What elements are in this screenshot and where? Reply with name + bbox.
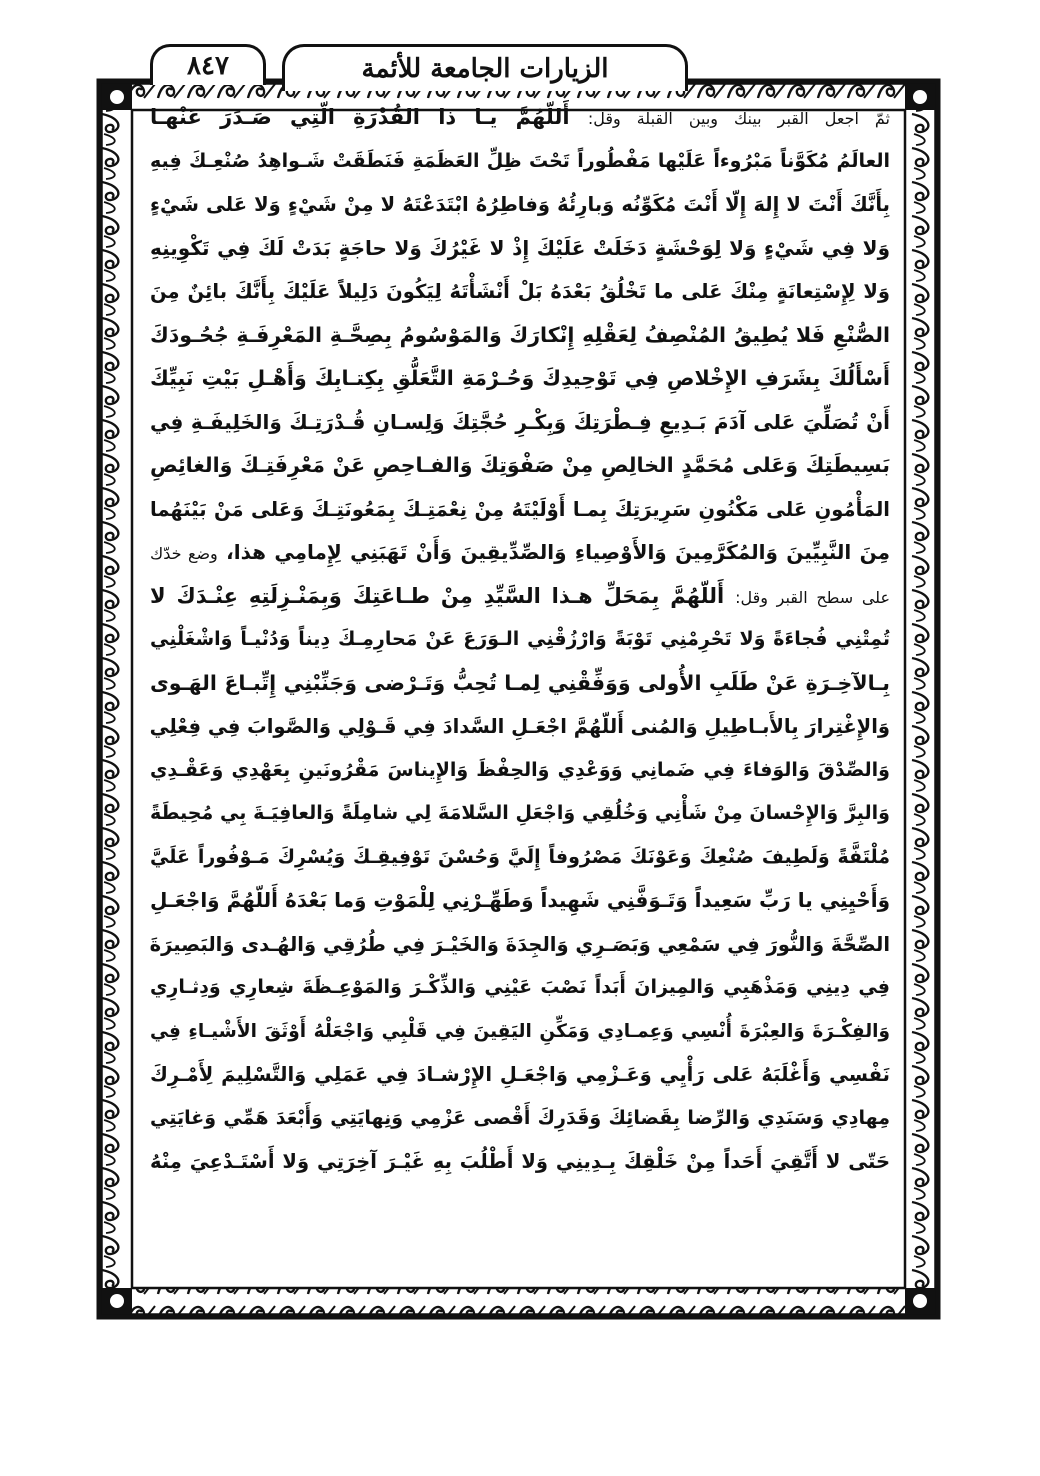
text-line — [150, 966, 890, 1010]
text-line — [150, 1140, 890, 1184]
text-line — [150, 1097, 890, 1141]
prayer-text: أَللّهُمَّ بِمَحَلِّ هـذا السَّيِّدِ مِنْ طـاعَتِكَ وَبِمَنْـزِلَتِهِ عِنْـدَكَ لا — [150, 583, 725, 608]
text-line — [150, 357, 890, 401]
prayer-text: فِي دِينِي وَمَذْهَبِي وَالمِيزانَ أَبَداً نَصْبَ عَيْنِي وَالذِّكْـرَ وَالمَوْعِـظَةَ شِعارِي وَدِثـارِي — [150, 976, 890, 998]
prayer-text: الصُّنْعِ فَلا يُطِيقُ المُنْصِفُ لِعَقْلِهِ إِنْكارَكَ وَالمَوْسُومُ بِصِحَّـةِ المَعْرِفَـةِ جُحُـودَكَ — [150, 322, 890, 347]
text-line — [150, 705, 890, 749]
prayer-text: مِنَ النَّبِيِّينَ وَالمُكَرَّمِينَ وَالأَوْصِياءِ وَالصِّدِّيقِينَ وَأَنْ تَهَبَنِي لِإِمامِي هذا، — [226, 540, 890, 564]
text-line — [150, 923, 890, 967]
text-line — [150, 1184, 890, 1228]
text-line — [150, 662, 890, 706]
instruction-note: وضع خدّك — [150, 544, 218, 563]
text-line — [150, 531, 890, 575]
prayer-text: وَأَحْيِنِي يا رَبِّ سَعِيداً وَتَـوَفَّنِي شَهِيداً وَطَهِّـرْنِي لِلْمَوْتِ وَما بَعْدَهُ أَللّهُمَّ وَاجْعَـلِ — [150, 888, 890, 912]
text-line — [150, 270, 890, 314]
text-line — [150, 749, 890, 793]
main-text — [150, 96, 890, 1286]
text-line — [150, 96, 890, 140]
prayer-text: وَالإِغْتِرارَ بِالأَبـاطِيلِ وَالمُنى أَللّهُمَّ اجْعَـلِ السَّدادَ فِي قَـوْلِي وَالصَّوابَ فِي فِعْلِي — [150, 715, 890, 738]
prayer-text: الصِّحَّةَ وَالنُّورَ فِي سَمْعِي وَبَصَـرِي وَالجِدَةَ وَالخَيْـرَ فِي طُرُقِي وَالهُـدى وَالبَصِيرَةَ — [150, 932, 890, 956]
prayer-text: مِهادِي وَسَنَدِي وَالرِّضا بِقَضائِكَ وَقَدَرِكَ أَقْصى عَزْمِي وَنِهايَتِي وَأَبْعَدَ هَمِّي وَغايَتِي — [150, 1106, 890, 1129]
text-line — [150, 444, 890, 488]
text-line — [150, 836, 890, 880]
prayer-text: تُمِتْنِي فُجاءَةً وَلا تَحْرِمْنِي تَوْبَةً وَارْزُقْنِي الـوَرَعَ عَنْ مَحارِمِـكَ دِيناً وَدُنْيـاً وَاشْغَلْنِي — [150, 628, 890, 650]
prayer-text: مُلْتَفَّةً وَلَطِيفَ صُنْعِكَ وَعَوْنَكَ مَصْرُوفاً إِلَيَّ وَحُسْنَ تَوْفِيقِـكَ وَيُسْرِكَ مَـوْفُوراً عَلَيَّ — [150, 845, 890, 868]
instruction-note: على سطح القبر وقل: — [735, 587, 890, 607]
text-line — [150, 227, 890, 271]
text-line — [150, 314, 890, 358]
prayer-text: المَأْمُونِ عَلى مَكْنُونِ سَرِيرَتِكَ بِمـا أَوْلَيْتَهُ مِنْ نِعْمَتِـكَ بِمَعُونَتِـكَ وَعَلى مَنْ بَيْنَهُما — [150, 497, 890, 521]
prayer-text: العالَمُ مُكَوَّناً مَبْرُوءاً عَلَيْها مَفْطُوراً تَحْتَ ظِلِّ العَظَمَةِ فَنَطَقَتْ شَـواهِدُ صُنْعِـكَ فِيهِ — [150, 149, 890, 172]
text-line — [150, 575, 890, 619]
prayer-text: بَسِيطَتِكَ وَعَلى مُحَمَّدٍ الخالِصِ مِنْ صَفْوَتِكَ وَالفـاحِصِ عَنْ مَعْرِفَتِـكَ وَالغائِصِ — [150, 453, 890, 477]
prayer-text: أَسْأَلُكَ بِشَرَفِ الإِخْلاصِ فِي تَوْحِيدِكَ وَحُـرْمَةِ التَّعَلُّقِ بِكِتـابِكَ وَأَهْـلِ بَيْتِ نَبِيِّكَ — [150, 366, 890, 390]
prayer-text: أَنْ تُصَلِّيَ عَلى آدَمَ بَـدِيعِ فِـطْرَتِكَ وَبِكْـرِ حُجَّتِكَ وَلِسـانِ قُـدْرَتِـكَ وَالخَلِيفَـةِ فِي — [150, 409, 890, 434]
page-number: ٨٤٧ — [150, 44, 266, 85]
prayer-text: وَالفِكْـرَةَ وَالعِبْرَةَ أُنْسِي وَعِمـادِي وَمَكِّنِ اليَقِينَ فِي قَلْبِي وَاجْعَلْهُ أَوْثَقَ الأَشْيـاءِ فِي — [150, 1020, 890, 1042]
text-line — [150, 792, 890, 836]
text-line — [150, 183, 890, 227]
text-line — [150, 1010, 890, 1054]
prayer-text: وَلا فِي شَيْءٍ وَلا لِوَحْشَةٍ دَخَلَتْ عَلَيْكَ إِذْ لا غَيْرُكَ وَلا حاجَةٍ بَدَتْ لَكَ فِي تَكْوِينِهِ — [150, 235, 890, 260]
prayer-text: أَللّهُمَّ يـا ذا القُدْرَةِ الّتِي صَـدَرَ عَنْهـا — [150, 105, 570, 129]
prayer-text: حَتّى لا أَتَّقِيَ أَحَداً مِنْ خَلْقِكَ بِـدِينِي وَلا أَطْلُبَ بِهِ غَيْـرَ آخِرَتِي وَلا أَسْتَـدْعِيَ مِنْهُ — [150, 1150, 890, 1173]
instruction-note: ثمّ اجعل القبر بينك وبين القبلة وقل: — [587, 109, 890, 128]
prayer-text: وَالبِرَّ وَالإِحْسانَ مِنْ شَأْنِي وَخُلُقِي وَاجْعَلِ السَّلامَةَ لِي شامِلَةً وَالعافِيَـةَ بِي مُحِيطَةً — [150, 802, 890, 824]
text-line — [150, 401, 890, 445]
running-header-title: الزيارات الجامعة للأئمة — [282, 44, 688, 91]
text-line — [150, 879, 890, 923]
text-line — [150, 140, 890, 184]
prayer-text: بِأَنَّكَ أَنْتَ لا إِلهَ إِلّا أَنْتَ مُكَوِّنُه وَبارِئُهُ وَفاطِرُهُ ابْتَدَعْتَهُ لا مِنْ شَيْءٍ وَلا عَلى شَيْءٍ — [150, 193, 890, 216]
prayer-text: وَلا لِإِسْتِعانَةٍ مِنْكَ عَلى ما تَخْلُقُ بَعْدَهُ بَلْ أَنْشَأْتَهُ لِيَكُونَ دَلِيلاً عَلَيْكَ بِأَنَّكَ بائِنٌ مِنَ — [150, 280, 890, 303]
prayer-text: نَفْسِي وَأَغْلَبَهُ عَلى رَأْيِي وَعَـزْمِي وَاجْعَـلِ الإِرْشـادَ فِي عَمَلِي وَالتَّسْلِيمَ لِأَمْـرِكَ — [150, 1063, 890, 1086]
prayer-text: وَالصِّدْقَ وَالوَفاءَ فِي ضَمانِي وَوَعْدِي وَالحِفْظَ وَالإِيناسَ مَقْرُونَينِ بِعَهْدِي وَعَقْـدِي — [150, 758, 890, 781]
text-line — [150, 618, 890, 662]
text-line — [150, 1053, 890, 1097]
text-line — [150, 488, 890, 532]
prayer-text: بِـالآخِـرَةِ عَنْ طَلَبِ الأُولى وَوَفِّقْنِي لِمـا تُحِبُّ وَتَـرْضى وَجَنِّبْنِي إِتِّبـاعَ الهَـوى — [150, 670, 890, 695]
